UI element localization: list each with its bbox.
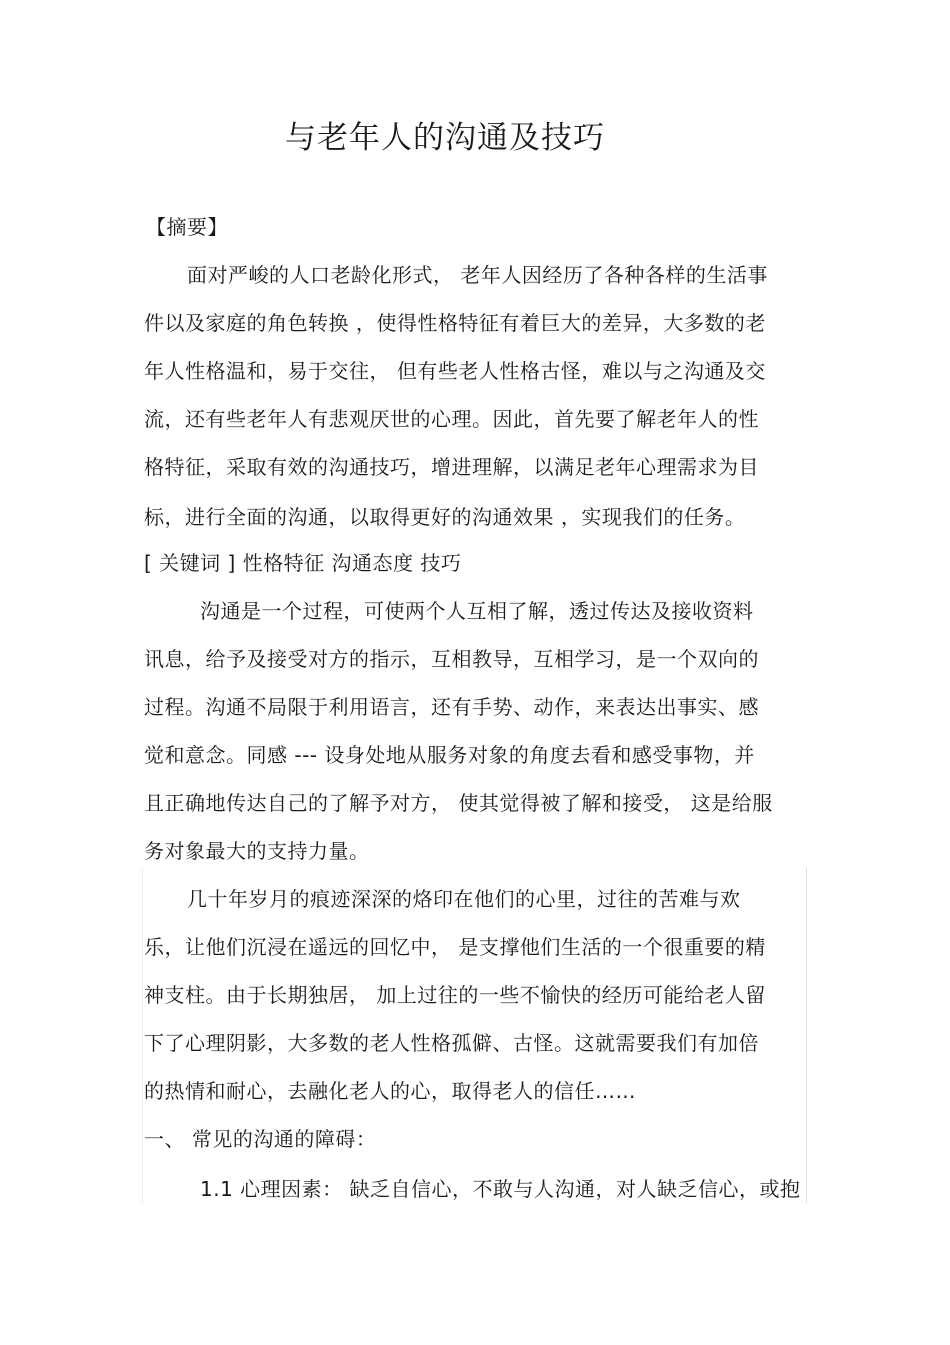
- paragraph-line: 下了心理阴影，大多数的老人性格孤僻、古怪。这就需要我们有加倍: [144, 1031, 759, 1055]
- paragraph-line: 务对象最大的支持力量。: [144, 839, 370, 863]
- frame-right-border: [806, 868, 807, 1203]
- section-heading: 一、 常见的沟通的障碍：: [144, 1127, 377, 1151]
- abstract-line: 流，还有些老年人有悲观厌世的心理。因此，首先要了解老年人的性: [144, 407, 759, 431]
- paragraph-line: 觉和意念。同感 --- 设身处地从服务对象的角度去看和感受事物，并: [144, 743, 755, 767]
- paragraph-line: 沟通是一个过程，可使两个人互相了解，透过传达及接收资料: [200, 599, 754, 623]
- paragraph-line: 乐，让他们沉浸在遥远的回忆中， 是支撑他们生活的一个很重要的精: [144, 935, 766, 959]
- keywords-line: [ 关键词 ] 性格特征 沟通态度 技巧: [144, 551, 462, 575]
- paragraph-line: 讯息，给予及接受对方的指示，互相教导，互相学习，是一个双向的: [144, 647, 759, 671]
- abstract-line: 件以及家庭的角色转换 ，使得性格特征有着巨大的差异，大多数的老: [144, 311, 766, 335]
- abstract-heading: 【摘要】: [146, 215, 228, 239]
- paragraph-line: 的热情和耐心，去融化老人的心，取得老人的信任……: [144, 1079, 636, 1103]
- abstract-line: 标，进行全面的沟通，以取得更好的沟通效果 ，实现我们的任务。: [144, 505, 746, 529]
- abstract-line: 面对严峻的人口老龄化形式， 老年人因经历了各种各样的生活事: [187, 263, 768, 287]
- paragraph-line: 且正确地传达自己的了解予对方， 使其觉得被了解和接受， 这是给服: [144, 791, 773, 815]
- paragraph-line: 神支柱。由于长期独居， 加上过往的一些不愉快的经历可能给老人留: [144, 983, 766, 1007]
- paragraph-line: 过程。沟通不局限于利用语言，还有手势、动作，来表达出事实、感: [144, 695, 759, 719]
- abstract-line: 年人性格温和，易于交往， 但有些老人性格古怪，难以与之沟通及交: [144, 359, 766, 383]
- list-item: 1.1 心理因素： 缺乏自信心，不敢与人沟通，对人缺乏信心，或抱: [200, 1177, 801, 1201]
- frame-left-border: [142, 868, 143, 1203]
- document-title: 与老年人的沟通及技巧: [285, 120, 605, 156]
- paragraph-line: 几十年岁月的痕迹深深的烙印在他们的心里，过往的苦难与欢: [187, 887, 741, 911]
- abstract-line: 格特征，采取有效的沟通技巧，增进理解，以满足老年心理需求为目: [144, 455, 759, 479]
